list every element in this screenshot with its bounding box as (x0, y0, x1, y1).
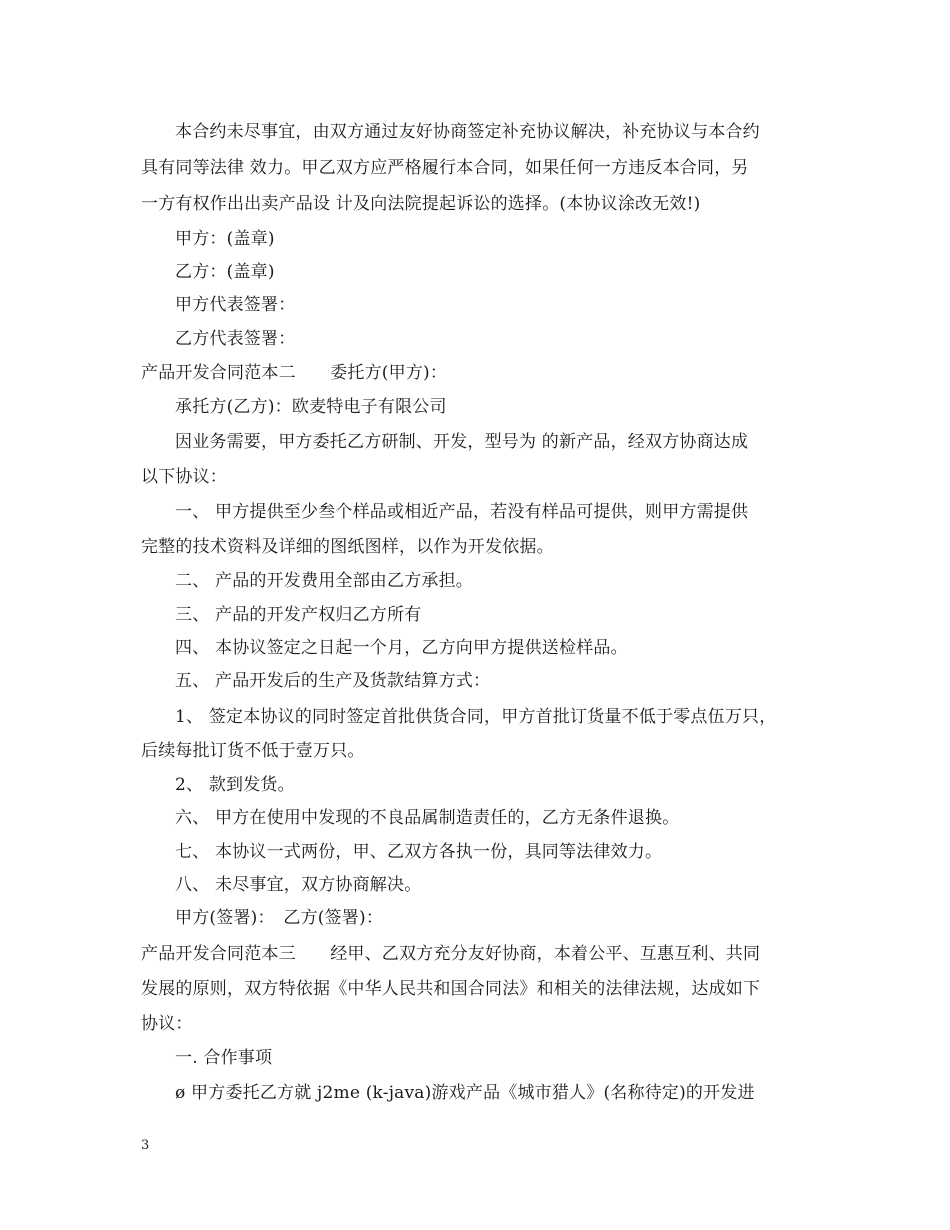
clause-8: 八、 未尽事宜，双方协商解决。 (175, 875, 422, 895)
paragraph-line: 协议： (141, 1014, 193, 1034)
clause-3: 三、 产品的开发产权归乙方所有 (175, 605, 422, 625)
clause-1-cont: 完整的技术资料及详细的图纸图样，以作为开发依据。 (141, 537, 554, 557)
signatures-line: 甲方(签署)： 乙方(签署)： (175, 908, 384, 928)
clause-1: 一、 甲方提供至少叁个样品或相近产品，若没有样品可提供，则甲方需提供 (175, 502, 749, 522)
clause-6: 六、 甲方在使用中发现的不良品属制造责任的，乙方无条件退换。 (175, 808, 680, 828)
paragraph-line: 以下协议： (141, 467, 227, 487)
paragraph-line: 因业务需要，甲方委托乙方研制、开发，型号为 的新产品，经双方协商达成 (175, 432, 749, 452)
paragraph-line: 本合约未尽事宜，由双方通过友好协商签定补充协议解决，补充协议与本合约 (175, 122, 760, 142)
signature-party-a: 甲方：(盖章) (175, 229, 275, 249)
section-title-3: 产品开发合同范本三 经甲、乙双方充分友好协商，本着公平、互惠互利、共同 (141, 944, 761, 964)
paragraph-line: 具有同等法律 效力。甲乙双方应严格履行本合同，如果任何一方违反本合同，另 (141, 158, 749, 178)
representative-b: 乙方代表签署： (175, 329, 296, 349)
clause-5-1-cont: 后续每批订货不低于壹万只。 (141, 741, 365, 761)
clause-5: 五、 产品开发后的生产及货款结算方式： (175, 671, 491, 691)
paragraph-line: ø 甲方委托乙方就 j2me (k-java)游戏产品《城市猎人》(名称待定)的开发进 (175, 1083, 755, 1103)
page-number: 3 (141, 1138, 150, 1153)
clause-5-2: 2、 款到发货。 (175, 775, 295, 795)
clause-2: 二、 产品的开发费用全部由乙方承担。 (175, 571, 474, 591)
contractor-line: 承托方(乙方)：欧麦特电子有限公司 (175, 397, 447, 417)
paragraph-line: 一方有权作出出卖产品设 计及向法院提起诉讼的选择。(本协议涂改无效!) (141, 194, 701, 214)
cooperation-heading: 一. 合作事项 (175, 1048, 273, 1068)
clause-4: 四、 本协议签定之日起一个月，乙方向甲方提供送检样品。 (175, 638, 628, 658)
paragraph-line: 发展的原则，双方特依据《中华人民共和国合同法》和相关的法律法规，达成如下 (141, 979, 761, 999)
section-title-2: 产品开发合同范本二 委托方(甲方)： (141, 363, 448, 383)
clause-5-1: 1、 签定本协议的同时签定首批供货合同，甲方首批订货量不低于零点伍万只， (175, 707, 777, 727)
clause-7: 七、 本协议一式两份，甲、乙双方各执一份，具同等法律效力。 (175, 842, 663, 862)
signature-party-b: 乙方：(盖章) (175, 262, 275, 282)
representative-a: 甲方代表签署： (175, 295, 296, 315)
